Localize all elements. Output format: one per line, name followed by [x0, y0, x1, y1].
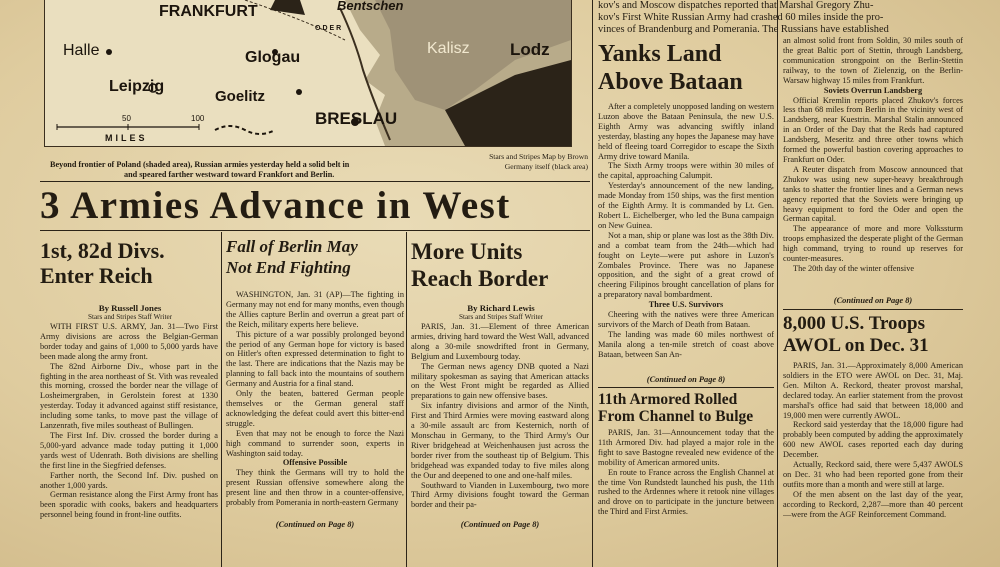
- story-7-body: [783, 361, 963, 566]
- story-7-paragraph: Of the men absent on the last day of the year, according to Reckord, 2,287—more than 40 percent—were from the AGF Reinforcement Command.: [783, 489, 963, 519]
- map-scale-100: 100: [191, 114, 205, 123]
- story-4-paragraph: After a completely unopposed landing on western Luzon above the Bataan Peninsula, the new U.S. Eighth Army was advancing swiftly inland yesterday, blasting any hopes the Japanese may have held of fleeing toard Corregidor to escape the Sixth Army drive toward Manila.: [598, 102, 774, 161]
- story-1-headline-line-1: 1st, 82d Divs.: [40, 238, 165, 263]
- story-3-body: [411, 322, 589, 520]
- top-line-3: vinces of Brandenburg and Pomerania. The Russians have established: [598, 24, 889, 35]
- main-banner-headline: 3 Armies Advance in West: [40, 184, 511, 227]
- story-3-byline: By Richard Lewis: [467, 303, 535, 313]
- map-caption-line-2: and speared farther westward toward Frankfort and Berlin.: [124, 170, 335, 179]
- map-label-frankfurt: FRANKFURT: [159, 3, 258, 20]
- story-2-paragraph: WASHINGTON, Jan. 31 (AP)—The fighting in Germany may not end for many months, even though the Allies capture Berlin and overrun a great part of the Reich, military experts here believe.: [226, 290, 404, 329]
- story-6-paragraph: Official Kremlin reports placed Zhukov's forces less than 68 miles from Berlin in the vicinity west of Landsberg, near Kuestrin. Marshal Stalin announced in an Order of the Day that the Reds had captured Landsberg, Meseritz and three other towns which formed the powerful bastion covering approaches to Frankfurt on Oder.: [783, 95, 963, 164]
- story-4-headline: [598, 40, 774, 96]
- story-1-paragraph: WITH FIRST U.S. ARMY, Jan. 31—Two First Army divisions are across the Belgian-German border today and gains of 1,000 to 5,000 yards have been made along the army front.: [40, 322, 218, 361]
- story-2-subhead: Offensive Possible: [282, 458, 348, 468]
- banner-top-rule: [40, 181, 590, 182]
- story-4-paragraph: Yesterday's announcement of the new landing, made Monday from 150 ships, was the first mention of the Eighth Army. It is commanded by Lt. Gen. Robert L. Eichelberger, who led the Buna campaign on New Guinea.: [598, 181, 774, 230]
- map-scale-miles: MILES: [105, 133, 148, 143]
- story-4-paragraph: The Sixth Army troops were within 30 miles of the capital, approaching Calumpit.: [598, 161, 774, 181]
- story-6-continued: (Continued on Page 8): [833, 296, 913, 305]
- story-3-headline: [411, 238, 591, 292]
- column-rule: [406, 232, 407, 567]
- story-5-paragraph: En route to France across the English Channel at the time Von Rundstedt launched his push, the 11th rushed to the Ardennes where it retook nine villages and drove on to participate in the juncture between the Third and First Armies.: [598, 467, 774, 517]
- top-line-2: kov's First White Russian Army had crashed 60 miles inside the pro-: [598, 12, 884, 23]
- story-2-paragraph: Only the beaten, battered German people themselves or the German general staff acknowledging the defeat could avert this bitter-end struggle.: [226, 389, 404, 428]
- story-6-paragraph: The 20th day of the winter offensive: [793, 263, 915, 273]
- story-2-headline-line-1: Fall of Berlin May: [226, 237, 358, 256]
- story-7-headline: [783, 313, 967, 357]
- story-divider: [783, 309, 963, 310]
- story-3-paragraph: The German news agency DNB quoted a Nazi military spokesman as saying that American attacks on the West Front might be regarded as Allied preparations to gain new offensive bases.: [411, 361, 589, 401]
- story-2-headline-line-2: Not End Fighting: [226, 258, 351, 277]
- story-divider: [598, 387, 774, 388]
- story-7-headline-line-2: AWOL on Dec. 31: [783, 335, 929, 356]
- story-6-body: [783, 36, 963, 292]
- story-3-continued: (Continued on Page 8): [460, 520, 540, 529]
- story-7-headline-line-1: 8,000 U.S. Troops: [783, 313, 926, 334]
- story-1-headline-line-2: Enter Reich: [40, 263, 153, 288]
- map-label-breslau: BRESLAU: [315, 109, 398, 128]
- story-7-paragraph: Reckord said yesterday that the 18,000 figure had probably been computed by adding the approximately 600 new AWOL cases reported each day during December.: [783, 420, 963, 460]
- story-3-headline-line-2: Reach Border: [411, 266, 549, 291]
- story-1-paragraph: Farther north, the Second Inf. Div. pushed on another 1,000 yards.: [40, 470, 218, 490]
- map-label-halle: Halle: [63, 42, 100, 59]
- map-credit-2: Germany itself (black area): [504, 162, 588, 171]
- story-2-paragraph: Even that may not be enough to force the Nazi high command to surrender soon, experts in Washington said today.: [226, 428, 404, 458]
- story-1-headline: [40, 238, 220, 288]
- map-label-glogau: Glogau: [245, 49, 301, 66]
- story-4-subhead: Three U.S. Survivors: [648, 300, 724, 310]
- top-right-continuation: [598, 0, 990, 36]
- map-credit: Stars and Stripes Map by Brown: [489, 152, 588, 161]
- border-line: [215, 126, 275, 134]
- story-3-paragraph: Southward to Vianden in Luxembourg, two more Third Army divisions fought toward the German border and their pa-: [411, 480, 589, 510]
- story-7-paragraph: Actually, Reckord said, there were 5,437 AWOLS on Dec. 31 who had been reported gone from their outfits more than a month and were still at large.: [783, 460, 963, 489]
- story-1-body: [40, 322, 218, 565]
- story-5-body: [598, 428, 774, 566]
- story-1-staff: Stars and Stripes Staff Writer: [87, 313, 173, 321]
- frontier-map: [44, 0, 572, 147]
- banner-bottom-rule: [40, 230, 590, 231]
- story-2-body: [226, 290, 404, 520]
- story-1-byline: By Russell Jones: [98, 303, 162, 313]
- map-label-lodz: Lodz: [510, 40, 550, 59]
- story-5-headline-line-1: 11th Armored Rolled: [598, 391, 738, 408]
- story-5-headline: [598, 391, 774, 425]
- story-6-paragraph: A Reuter dispatch from Moscow announced that Zhukov was using new super-heavy breakthrough tanks to shatter the frontier lines and a German news agency reported that the Soviets were bringing up heavy equipment to ford the Oder and open the German capital.: [783, 164, 963, 224]
- story-3-headline-line-1: More Units: [411, 239, 523, 264]
- story-3-paragraph: Six infantry divisions and armor of the Ninth, First and Third Armies were moving eastward along a 30-mile assault arc from Kesternich, north of Monschau in Germany, to the Third Army's Our River bridgehead at Weichenhausen just across the border river from the southeast tip of Belgium. This bridgehead was expanded today to five miles along the Our and deepened to one and one-half miles.: [411, 401, 589, 480]
- story-2-continued: (Continued on Page 8): [275, 520, 355, 529]
- story-4-body: [598, 102, 774, 374]
- story-1-paragraph: The First Inf. Div. crossed the border during a 5,000-yard advance made today putting it 1,000 yards west of Udenrath. Both divisions are shelling the first line in the Siegfried defenses.: [40, 430, 218, 470]
- story-3-staff: Stars and Stripes Staff Writer: [458, 313, 544, 321]
- story-1-paragraph: The 82nd Airborne Div., whose part in the fighting in the area northeast of St. Vith was revealed this morning, crossed the border near the village of Losheimergraben, in Gerolstein forest at 1330 yesterday. Today it advanced against stiff resistance, including some tanks, to move past the village of Lanzenrath, five miles southeast of Bullingen.: [40, 361, 218, 431]
- story-4-headline-line-1: Yanks Land: [598, 41, 722, 67]
- column-rule: [592, 0, 593, 567]
- map-label-kalisz: Kalisz: [427, 40, 470, 57]
- story-4-paragraph: Not a man, ship or plane was lost as the 38th Div. and a combat team from the 24th—which had fought on Leyte—were put ashore in Luzon's Zombales Province. There was no Japanese opposition, and the sight of a great crowd of cheering Filipinos brought cancellation of plans for a preparatory naval bombardment.: [598, 230, 774, 300]
- top-line-1: kov's and Moscow dispatches reported that Marshal Gregory Zhu-: [598, 0, 874, 11]
- story-4-paragraph: The landing was made 60 miles northwest of Manila along a ten-mile stretch of coast above Bataan, between San An-: [598, 329, 774, 359]
- story-2-paragraph: This picture of a war possibly prolonged beyond the period of any German hope for victory is based on Hitler's often expressed determination to fight to the last. There are indications that the Nazis may be planning to fall back into the mountains of southern Germany and Austria for a final stand.: [226, 329, 404, 389]
- story-4-continued: (Continued on Page 8): [646, 375, 726, 384]
- column-rule: [221, 232, 222, 567]
- story-5-paragraph: PARIS, Jan. 31—Announcement today that the 11th Armored Div. had played a major role in the fight to save Bastogne revealed new evidence of the mobility of American armored units.: [598, 428, 774, 467]
- story-2-paragraph: They think the Germans will try to hold the present Russian offensive somewhere along the present line and then throw in a counter-offensive, probably from Pomerania in north-eastern Germany: [226, 468, 404, 508]
- story-1-paragraph: German resistance along the First Army front has been sporadic with cooks, bakers and headquarters personnel being found in front-line outfits.: [40, 490, 218, 520]
- story-7-paragraph: PARIS, Jan. 31.—Approximately 8,000 American soldiers in the ETO were AWOL on Dec. 31, Maj. Gen. Milton A. Reckord, theater provost marshal, declared today. An earlier statement from the provost marshal's office had said that between 18,000 and 19,000 men were currently AWOL.: [783, 361, 963, 420]
- story-6-paragraph: an almost solid front from Soldin, 30 miles south of the great Baltic port of Stettin, through Landsberg, communication strongpoint on the Berlin-Stettin railway, to the town of Zielenzig, on the Berlin-Warsaw highway 15 miles from Frankfurt.: [783, 36, 963, 85]
- map-graphic: [45, 0, 571, 146]
- story-2-headline: [226, 236, 404, 278]
- story-4-paragraph: Cheering with the natives were three American survivors of the March of Death from Bataan.: [598, 310, 774, 330]
- story-6-subhead: Soviets Overrun Landsberg: [823, 85, 923, 95]
- story-6-paragraph: The appearance of more and more Volkssturm troops emphasized the desperate plight of the German high command, trying to round up reserves for counter-measures.: [783, 224, 963, 264]
- map-label-oder: ODER: [315, 25, 344, 32]
- halle-dot: [106, 49, 112, 55]
- story-3-paragraph: PARIS, Jan. 31.—Element of three American armies, driving hard toward the West Wall, advanced along a 30-mile snowdrifted front in Germany, Belgium and Luxembourg today.: [411, 322, 589, 361]
- goelitz-dot: [296, 89, 302, 95]
- map-scale-50: 50: [122, 114, 131, 123]
- story-4-headline-line-2: Above Bataan: [598, 69, 743, 95]
- frankfurt-shading: [270, 0, 305, 15]
- map-caption-line-1: Beyond frontier of Poland (shaded area), Russian armies yesterday held a solid belt in: [50, 160, 350, 169]
- column-rule: [777, 0, 778, 567]
- map-label-goelitz: Goelitz: [215, 88, 266, 105]
- story-5-headline-line-2: From Channel to Bulge: [598, 408, 754, 425]
- map-label-bentschen: Bentschen: [337, 0, 404, 13]
- map-label-leipzig: Leipzig: [109, 78, 165, 95]
